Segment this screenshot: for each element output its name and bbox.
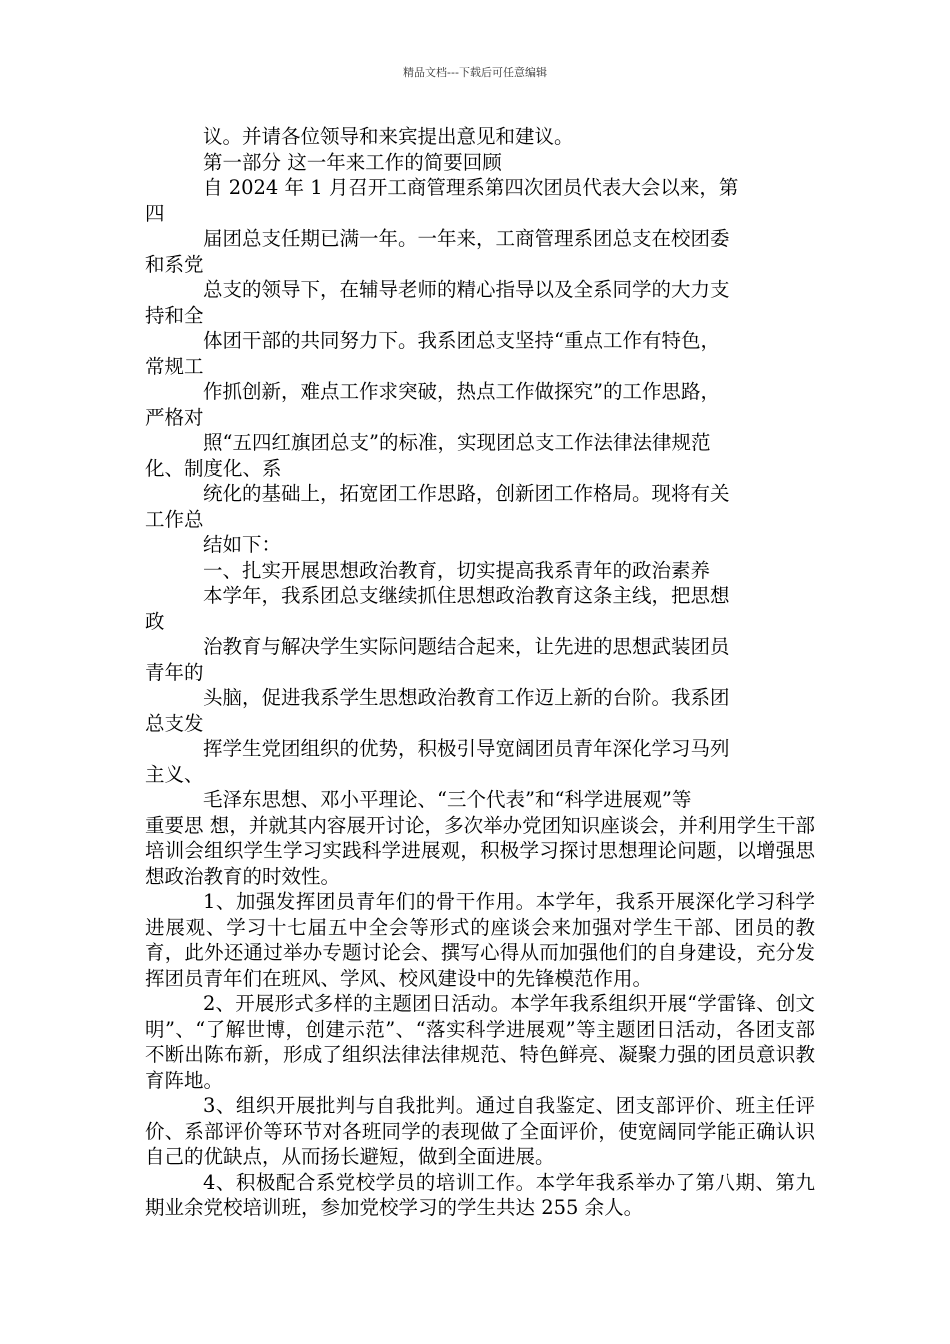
text-line-wrap: 和系党 [145, 252, 204, 276]
text-line: 届团总支任期已满一年。一年来，工商管理系团总支在校团委 [203, 227, 730, 250]
text-line: 头脑，促进我系学生思想政治教育工作迈上新的台阶。我系团 [203, 686, 730, 709]
text-line: 自 2024 年 1 月召开工商管理系第四次团员代表大会以来，第 [203, 176, 739, 199]
text-line: 毛泽东思想、邓小平理论、“三个代表”和“科学进展观”等 [203, 788, 692, 811]
text-line: 作抓创新，难点工作求突破，热点工作做探究”的工作思路， [203, 380, 720, 403]
paragraph: 重要思 想，并就其内容展开讨论，多次举办党团知识座谈会，并利用学生干部培训会组织学生学习实践科学进展观，积极学习探讨思想理论问题，以增强思想政治教育的时效性。 [145, 813, 815, 888]
text-line-wrap: 化、制度化、系 [145, 456, 282, 480]
section-heading: 一、扎实开展思想政治教育，切实提高我系青年的政治素养 [203, 558, 711, 582]
paragraph-item-1: 1、加强发挥团员青年们的骨干作用。本学年，我系开展深化学习科学进展观、学习十七届五中全会等形式的座谈会来加强对学生干部、团员的教育，此外还通过举办专题讨论会、撰写心得从而加强他们的自身建设，充分发挥团员青年们在班风、学风、校风建设中的先锋模范作用。 [145, 890, 815, 990]
text-line-wrap: 常规工 [145, 354, 204, 378]
paragraph-item-2: 2、开展形式多样的主题团日活动。本学年我系组织开展“学雷锋、创文明”、“了解世博，创建示范”、“落实科学进展观”等主题团日活动，各团支部不断出陈布新，形成了组织法律法律规范、特色鲜亮、凝聚力强的团员意识教育阵地。 [145, 992, 815, 1092]
text-line: 议。并请各位领导和来宾提出意见和建议。 [203, 125, 574, 148]
text-line-wrap: 青年的 [145, 660, 204, 684]
text-line: 结如下： [203, 533, 282, 556]
text-line-wrap: 四 [145, 201, 165, 225]
text-line: 本学年，我系团总支继续抓住思想政治教育这条主线，把思想 [203, 584, 730, 607]
paragraph-item-3: 3、组织开展批判与自我批判。通过自我鉴定、团支部评价、班主任评价、系部评价等环节对各班同学的表现做了全面评价，使宽阔同学能正确认识自己的优缺点，从而扬长避短，做到全面进展。 [145, 1094, 815, 1168]
text-line: 统化的基础上，拓宽团工作思路，创新团工作格局。现将有关 [203, 482, 730, 505]
text-line-wrap: 主义、 [145, 762, 204, 786]
paragraph-item-4: 4、积极配合系党校学员的培训工作。本学年我系举办了第八期、第九期业余党校培训班，参加党校学习的学生共达 255 余人。 [145, 1170, 815, 1219]
text-line: 照“五四红旗团总支”的标准，实现团总支工作法律法律规范 [203, 431, 711, 454]
text-line-wrap: 工作总 [145, 507, 204, 531]
text-line: 总支的领导下，在辅导老师的精心指导以及全系同学的大力支 [203, 278, 730, 301]
text-line-wrap: 总支发 [145, 711, 204, 735]
page-header: 精品文档---下载后可任意编辑 [403, 66, 547, 79]
text-line: 治教育与解决学生实际问题结合起来，让先进的思想武装团员 [203, 635, 730, 658]
section-heading: 第一部分 这一年来工作的简要回顾 [203, 150, 502, 174]
document-body [145, 124, 815, 1221]
text-line-wrap: 严格对 [145, 405, 204, 429]
text-line-wrap: 政 [145, 609, 165, 633]
text-line: 体团干部的共同努力下。我系团总支坚持“重点工作有特色， [203, 329, 720, 352]
text-line-wrap: 持和全 [145, 303, 204, 327]
text-line: 挥学生党团组织的优势，积极引导宽阔团员青年深化学习马列 [203, 737, 730, 760]
